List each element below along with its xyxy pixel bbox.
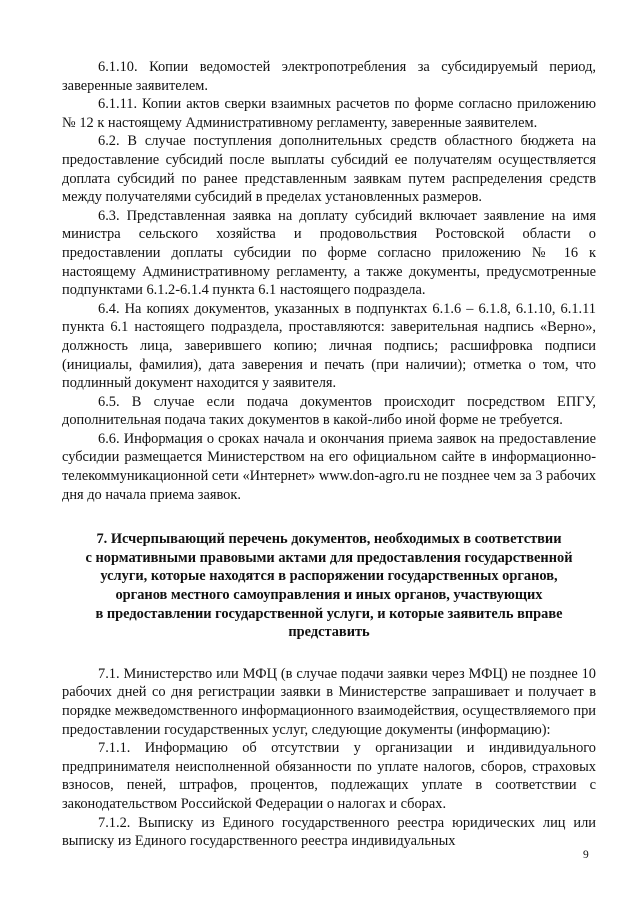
heading-line: 7. Исчерпывающий перечень документов, необходимых в соответствии (96, 531, 562, 548)
heading-line: в предоставлении государственной услуги, и которые заявитель вправе (95, 605, 563, 622)
paragraph-6-1-10: 6.1.10. Копии ведомостей электропотребления за субсидируемый период, заверенные заявителем. (62, 59, 596, 94)
heading-line: органов местного самоуправления и иных органов, участвующих (115, 587, 543, 604)
paragraph-6-1-11: 6.1.11. Копии актов сверки взаимных расчетов по форме согласно приложению № 12 к настоящему Административному регламенту, заверенные заявителем. (62, 96, 596, 131)
heading-line: услуги, которые находятся в распоряжении государственных органов, (100, 568, 558, 585)
paragraph-7-1-2: 7.1.2. Выписку из Единого государственного реестра юридических лиц или выписку из Единого государственного реестра индивидуальных (62, 814, 596, 850)
paragraph-7-1: 7.1. Министерство или МФЦ (в случае подачи заявки через МФЦ) не позднее 10 рабочих дней со дня регистрации заявки в Министерстве запрашивает и получает в порядке межведомственного информационного взаимодействия, осуществляемого при предоставлении государственных услуг, следующие документы (информацию): (62, 665, 596, 738)
document-page (62, 58, 596, 851)
paragraph-6-4: 6.4. На копиях документов, указанных в подпунктах 6.1.6 – 6.1.8, 6.1.10, 6.1.11 пункта 6.1 настоящего подраздела, проставляются: заверительная надпись «Верно», должность лица, заверившего копию; личная подпись; расшифровка подписи (инициалы, фамилия), дата заверения и печать (при наличии); отметка о том, что подлинный документ находится у заявителя. (62, 300, 596, 392)
paragraph-6-6: 6.6. Информация о сроках начала и окончания приема заявок на предоставление субсидии размещается Министерством на его официальном сайте в информационно-телекоммуникационной сети «Интернет» www.don-agro.ru не позднее чем за 3 рабочих дня до начала приема заявок. (62, 430, 596, 503)
heading-line: с нормативными правовыми актами для предоставления государственной (85, 549, 573, 566)
section-7-heading (62, 530, 596, 642)
heading-line: представить (288, 624, 370, 641)
paragraph-6-2: 6.2. В случае поступления дополнительных средств областного бюджета на предоставление субсидий после выплаты субсидий ее получателям осуществляется доплата субсидий по ранее представленным заявкам путем распределения средств между получателями субсидий в пределах установленных размеров. (62, 133, 596, 206)
paragraph-7-1-1: 7.1.1. Информацию об отсутствии у организации и индивидуального предпринимателя неисполненной обязанности по уплате налогов, сборов, страховых взносов, пеней, штрафов, процентов, подлежащих уплате в соответствии с законодательством Российской Федерации о налогах и сборах. (62, 740, 596, 812)
paragraph-6-5: 6.5. В случае если подача документов происходит посредством ЕПГУ, дополнительная подача таких документов в какой-либо иной форме не требуется. (62, 393, 596, 429)
page-number: 9 (583, 849, 589, 861)
paragraph-6-3: 6.3. Представленная заявка на доплату субсидий включает заявление на имя министра сельского хозяйства и продовольствия Ростовской области о предоставлении доплаты субсидии по форме согласно приложению № 16 к настоящему Административному регламенту, а также документы, предусмотренные подпунктами 6.1.2-6.1.4 пункта 6.1 настоящего подраздела. (62, 207, 596, 299)
